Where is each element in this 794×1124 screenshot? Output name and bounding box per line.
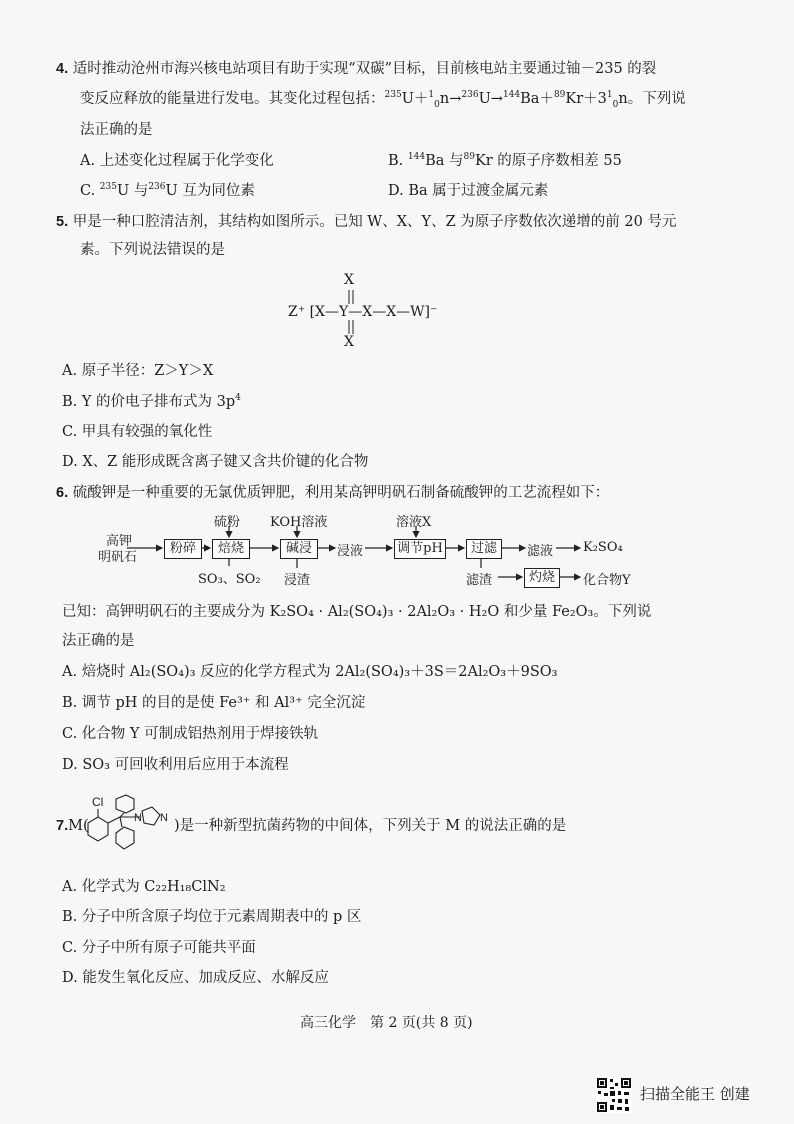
flow-residue: 滤渣	[466, 573, 493, 588]
q7-option-b: B. 分子中所含原子均位于元素周期表中的 p 区	[62, 909, 362, 925]
flow-output-residue: 浸渣	[284, 573, 311, 588]
q4-number: 4.	[56, 61, 69, 77]
flow-step-ignite: 灼烧	[524, 568, 560, 588]
flow-raw-1: 高钾	[106, 534, 133, 549]
flow-input-koh: KOH溶液	[270, 515, 328, 530]
flow-step-crush: 粉碎	[164, 539, 202, 559]
q6-option-c: C. 化合物 Y 可制成铝热剂用于焊接铁轨	[62, 726, 319, 742]
q5-option-d: D. X、Z 能形成既含离子键又含共价键的化合物	[62, 454, 369, 470]
q5-number: 5.	[56, 214, 69, 230]
flow-product-k2so4: K₂SO₄	[583, 540, 623, 555]
q7-option-c: C. 分子中所有原子可能共平面	[62, 940, 256, 956]
q5-option-c: C. 甲具有较强的氧化性	[62, 424, 213, 440]
flow-leachate: 浸液	[337, 544, 364, 559]
q6-option-a: A. 焙烧时 Al₂(SO₄)₃ 反应的化学方程式为 2Al₂(SO₄)₃＋3S＝2Al₂O₃＋9SO₃	[62, 664, 558, 680]
flow-output-gases: SO₃、SO₂	[198, 572, 261, 587]
q4-option-a: A. 上述变化过程属于化学变化	[80, 153, 274, 169]
flow-input-sulfur: 硫粉	[214, 515, 241, 530]
q5-option-a: A. 原子半径：Z＞Y＞X	[62, 363, 214, 379]
scanner-watermark: 扫描全能王 创建	[640, 1085, 750, 1103]
flow-filtrate: 滤液	[527, 544, 554, 559]
q7-cl-label: Cl	[92, 795, 104, 809]
q4-stem-line3: 法正确的是	[80, 122, 153, 138]
q7-number-prefix: 7.M(	[56, 818, 89, 834]
flow-step-alkali: 碱浸	[280, 539, 318, 559]
q5-stem-line1: 5. 甲是一种口腔清洁剂，其结构如图所示。已知 W、X、Y、Z 为原子序数依次递增的前 20 号元	[56, 214, 677, 230]
flow-product-y: 化合物Y	[583, 573, 631, 588]
q7-n-label-2: N	[160, 812, 168, 824]
q6-option-d: D. SO₃ 可回收利用后应用于本流程	[62, 757, 289, 773]
q7-n-label: N	[134, 812, 142, 824]
q6-known: 已知：高钾明矾石的主要成分为 K₂SO₄ · Al₂(SO₄)₃ · 2Al₂O₃ · H₂O 和少量 Fe₂O₃。下列说	[62, 604, 652, 620]
q7-number: 7.	[56, 818, 69, 834]
q6-option-b: B. 调节 pH 的目的是使 Fe³⁺ 和 Al³⁺ 完全沉淀	[62, 695, 366, 711]
q4-option-c: C. $^{235}$U 与$^{236}$U 互为同位素	[80, 182, 255, 199]
flow-step-ph: 调节pH	[394, 539, 446, 559]
page-footer: 高三化学 第 2 页(共 8 页)	[300, 1015, 473, 1031]
flow-step-roast: 焙烧	[212, 539, 250, 559]
flow-raw-2: 明矾石	[98, 550, 138, 565]
q6-stem-line1: 6. 硫酸钾是一种重要的无氯优质钾肥，利用某高钾明矾石制备硫酸钾的工艺流程如下：	[56, 485, 610, 501]
flow-step-filter: 过滤	[466, 539, 502, 559]
q7-molecule-icon	[74, 793, 178, 863]
struct-main: Z⁺ [X—Y—X—X—W]⁻	[288, 304, 438, 320]
q4-stem-line1: 4. 适时推动沧州市海兴核电站项目有助于实现“双碳”目标，目前核电站主要通过铀－235 的裂	[56, 61, 657, 77]
q4-option-d: D. Ba 属于过渡金属元素	[388, 183, 549, 199]
q7-option-a: A. 化学式为 C₂₂H₁₈ClN₂	[62, 879, 226, 895]
q4-option-b: B. $^{144}$Ba 与$^{89}$Kr 的原子序数相差 55	[388, 152, 622, 169]
q7-stem: )是一种新型抗菌药物的中间体，下列关于 M 的说法正确的是	[174, 818, 567, 834]
struct-x-bottom: X	[344, 334, 354, 350]
q7-option-d: D. 能发生氧化反应、加成反应、水解反应	[62, 970, 329, 986]
q4-stem-line2: 变反应释放的能量进行发电。其变化过程包括：$^{235}U+^1_0n\to^{236}U\to^{144}Ba+^{89}Kr+3^1_0n$。下列说	[80, 90, 686, 110]
flow-input-x: 溶液X	[396, 515, 432, 530]
q6-number: 6.	[56, 485, 69, 501]
qr-code-icon	[596, 1077, 632, 1113]
struct-x-top: X	[344, 272, 354, 288]
q5-stem-line2: 素。下列说法错误的是	[80, 242, 225, 258]
q6-stem-line3: 法正确的是	[62, 633, 135, 649]
q5-option-b: B. Y 的价电子排布式为 $3p^4$	[62, 393, 241, 410]
